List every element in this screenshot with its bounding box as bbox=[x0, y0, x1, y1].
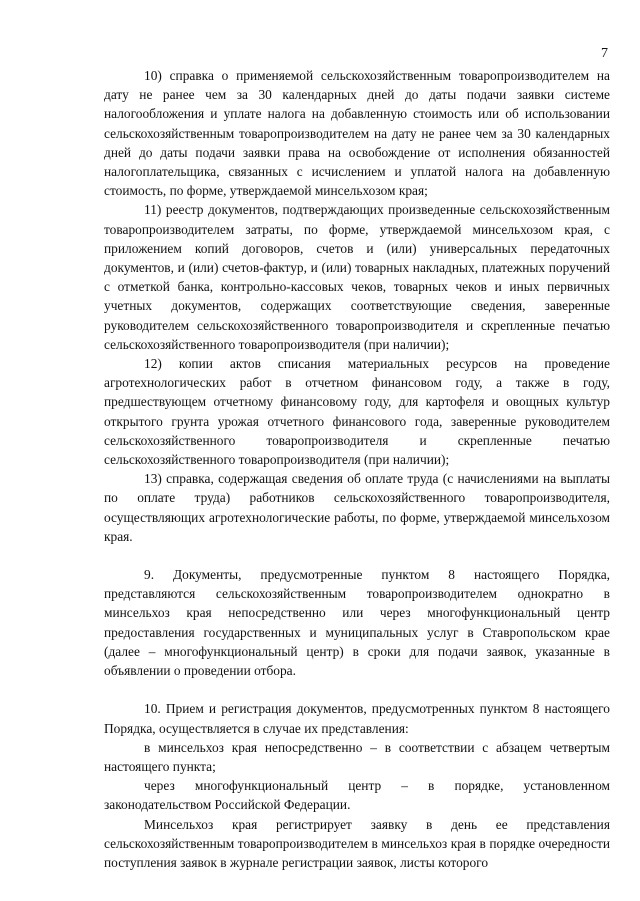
paragraph-item-13: 13) справка, содержащая сведения об оплате труда (с начислениями на выплаты по оплате труда) работников сельскохозяйственного товаропроизводителя, осуществляющих агротехнологические работы, по форме, утверждаемой минсельхозом края. bbox=[104, 471, 610, 544]
page-number: 7 bbox=[601, 46, 608, 61]
paragraph-section-10-mfc: через многофункциональный центр – в порядке, установленном законодательством Российской Федерации. bbox=[104, 778, 610, 813]
paragraph-item-11: 11) реестр документов, подтверждающих произведенные сельскохозяйственным товаропроизводителем затраты, по форме, утверждаемой минсельхозом края, с приложением копий договоров, счетов и (или) универсальных передаточных документов, и (или) счетов-фактур, и (или) товарных накладных, платежных поручений с отметкой банка, контрольно-кассовых чеков, товарных чеков и иных первичных учетных документов, содержащих соответствующие сведения, заверенные руководителем сельскохозяйственного товаропроизводителя и скрепленные печатью сельскохозяйственного товаропроизводителя (при наличии); bbox=[104, 202, 610, 352]
paragraph-section-10: 10. Прием и регистрация документов, предусмотренных пунктом 8 настоящего Порядка, осуществляется в случае их представления: bbox=[104, 701, 610, 736]
paragraph-section-10-registration: Минсельхоз края регистрирует заявку в день ее представления сельскохозяйственным товаропроизводителем в минсельхоз края в порядке очередности поступления заявок в журнале регистрации заявок, листы которого bbox=[104, 816, 610, 870]
paragraph-item-10: 10) справка о применяемой сельскохозяйственным товаропроизводителем на дату не ранее чем за 30 календарных дней до даты подачи заявки системе налогообложения и уплате налога на добавленную стоимость или об использовании сельскохозяйственным товаропроизводителем на дату не ранее чем за 30 календарных дней до даты подачи заявки права на освобождение от исполнения обязанностей налогоплательщика, связанных с исчислением и уплатой налога на добавленную стоимость, по форме, утверждаемой минсельхозом края; bbox=[104, 68, 610, 199]
paragraph-item-12: 12) копии актов списания материальных ресурсов на проведение агротехнологических работ в отчетном финансовом году, а также в году, предшествующем отчетному финансовому году, для картофеля и овощных культур открытого грунта урожая отчетного финансового года, заверенные руководителем сельскохозяйственного товаропроизводителя и скрепленные печатью сельскохозяйственного товаропроизводителя (при наличии); bbox=[104, 356, 610, 468]
paragraph-section-10-direct: в минсельхоз края непосредственно – в соответствии с абзацем четвертым настоящего пункта; bbox=[104, 739, 610, 774]
paragraph-section-9: 9. Документы, предусмотренные пунктом 8 настоящего Порядка, представляются сельскохозяйственным товаропроизводителем однократно в минсельхоз края непосредственно или через многофункциональный центр предоставления государственных и муниципальных услуг в Ставропольском крае (далее – многофункциональный центр) в сроки для подачи заявок, указанные в объявлении о проведении отбора. bbox=[104, 567, 610, 679]
